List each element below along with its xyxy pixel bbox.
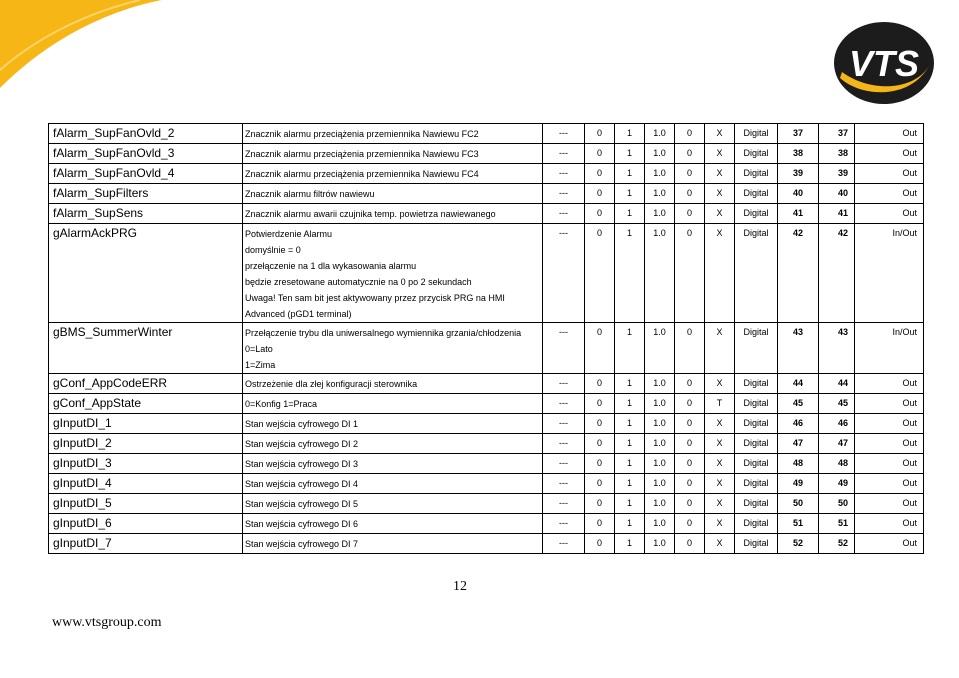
access-cell: X xyxy=(705,534,735,554)
variable-name-cell: gInputDI_1 xyxy=(49,414,243,434)
index-cell: 51 xyxy=(778,514,819,534)
variable-name-cell: fAlarm_SupFanOvld_3 xyxy=(49,144,243,164)
table-row xyxy=(49,414,924,434)
access-cell: X xyxy=(705,454,735,474)
description-cell xyxy=(243,224,543,323)
description-cell xyxy=(243,454,543,474)
variable-name-cell: gConf_AppCodeERR xyxy=(49,374,243,394)
address-cell: 40 xyxy=(819,184,855,204)
access-cell: X xyxy=(705,514,735,534)
description-line: Stan wejścia cyfrowego DI 3 xyxy=(245,459,359,469)
default-cell: 1.0 xyxy=(645,494,675,514)
min-cell: 0 xyxy=(585,224,615,323)
index-cell: 38 xyxy=(778,144,819,164)
table-row xyxy=(49,124,924,144)
default-cell: 1.0 xyxy=(645,434,675,454)
table-row xyxy=(49,514,924,534)
max-cell: 1 xyxy=(615,323,645,374)
unit-cell: --- xyxy=(543,164,585,184)
unit-cell: --- xyxy=(543,224,585,323)
min-cell: 0 xyxy=(585,454,615,474)
page-number: 12 xyxy=(453,579,467,594)
description-line: 0=Lato xyxy=(245,344,273,354)
decimals-cell: 0 xyxy=(675,374,705,394)
direction-cell: Out xyxy=(855,394,924,414)
description-line: Advanced (pGD1 terminal) xyxy=(245,309,352,319)
type-cell: Digital xyxy=(735,323,778,374)
variable-name-cell: fAlarm_SupFanOvld_2 xyxy=(49,124,243,144)
direction-cell: Out xyxy=(855,454,924,474)
variable-name-cell: gInputDI_7 xyxy=(49,534,243,554)
direction-cell: In/Out xyxy=(855,323,924,374)
description-line: Stan wejścia cyfrowego DI 6 xyxy=(245,519,359,529)
type-cell: Digital xyxy=(735,514,778,534)
description-line: Potwierdzenie Alarmu xyxy=(245,229,333,239)
access-cell: X xyxy=(705,204,735,224)
direction-cell: Out xyxy=(855,534,924,554)
description-line: Stan wejścia cyfrowego DI 5 xyxy=(245,499,359,509)
type-cell: Digital xyxy=(735,394,778,414)
decimals-cell: 0 xyxy=(675,144,705,164)
address-cell: 42 xyxy=(819,224,855,323)
index-cell: 37 xyxy=(778,124,819,144)
min-cell: 0 xyxy=(585,514,615,534)
description-cell xyxy=(243,374,543,394)
parameter-table xyxy=(48,123,924,554)
description-line: Stan wejścia cyfrowego DI 7 xyxy=(245,539,359,549)
address-cell: 47 xyxy=(819,434,855,454)
table-row xyxy=(49,534,924,554)
description-cell xyxy=(243,414,543,434)
access-cell: X xyxy=(705,124,735,144)
description-line: Uwaga! Ten sam bit jest aktywowany przez przycisk PRG na HMI xyxy=(245,293,505,303)
index-cell: 42 xyxy=(778,224,819,323)
max-cell: 1 xyxy=(615,224,645,323)
description-cell xyxy=(243,164,543,184)
variable-name-cell: gInputDI_3 xyxy=(49,454,243,474)
index-cell: 47 xyxy=(778,434,819,454)
max-cell: 1 xyxy=(615,494,645,514)
decimals-cell: 0 xyxy=(675,514,705,534)
index-cell: 48 xyxy=(778,454,819,474)
description-line: Stan wejścia cyfrowego DI 4 xyxy=(245,479,359,489)
min-cell: 0 xyxy=(585,494,615,514)
type-cell: Digital xyxy=(735,534,778,554)
max-cell: 1 xyxy=(615,164,645,184)
min-cell: 0 xyxy=(585,184,615,204)
min-cell: 0 xyxy=(585,374,615,394)
decimals-cell: 0 xyxy=(675,164,705,184)
address-cell: 45 xyxy=(819,394,855,414)
unit-cell: --- xyxy=(543,514,585,534)
address-cell: 50 xyxy=(819,494,855,514)
index-cell: 44 xyxy=(778,374,819,394)
default-cell: 1.0 xyxy=(645,224,675,323)
direction-cell: Out xyxy=(855,164,924,184)
address-cell: 39 xyxy=(819,164,855,184)
access-cell: X xyxy=(705,474,735,494)
access-cell: X xyxy=(705,494,735,514)
unit-cell: --- xyxy=(543,534,585,554)
unit-cell: --- xyxy=(543,494,585,514)
min-cell: 0 xyxy=(585,204,615,224)
index-cell: 46 xyxy=(778,414,819,434)
default-cell: 1.0 xyxy=(645,204,675,224)
default-cell: 1.0 xyxy=(645,124,675,144)
variable-name-cell: fAlarm_SupFilters xyxy=(49,184,243,204)
variable-name-cell: gInputDI_5 xyxy=(49,494,243,514)
unit-cell: --- xyxy=(543,374,585,394)
access-cell: T xyxy=(705,394,735,414)
max-cell: 1 xyxy=(615,434,645,454)
address-cell: 51 xyxy=(819,514,855,534)
table-row xyxy=(49,204,924,224)
index-cell: 40 xyxy=(778,184,819,204)
direction-cell: Out xyxy=(855,434,924,454)
address-cell: 46 xyxy=(819,414,855,434)
decimals-cell: 0 xyxy=(675,184,705,204)
index-cell: 50 xyxy=(778,494,819,514)
description-cell xyxy=(243,514,543,534)
type-cell: Digital xyxy=(735,224,778,323)
description-line: Stan wejścia cyfrowego DI 1 xyxy=(245,419,359,429)
table-row xyxy=(49,434,924,454)
vts-logo xyxy=(832,20,936,106)
access-cell: X xyxy=(705,224,735,323)
index-cell: 43 xyxy=(778,323,819,374)
unit-cell: --- xyxy=(543,394,585,414)
type-cell: Digital xyxy=(735,144,778,164)
decimals-cell: 0 xyxy=(675,323,705,374)
variable-name-cell: gInputDI_2 xyxy=(49,434,243,454)
corner-decoration xyxy=(0,0,180,95)
default-cell: 1.0 xyxy=(645,144,675,164)
min-cell: 0 xyxy=(585,394,615,414)
type-cell: Digital xyxy=(735,414,778,434)
address-cell: 41 xyxy=(819,204,855,224)
description-cell xyxy=(243,144,543,164)
unit-cell: --- xyxy=(543,144,585,164)
decimals-cell: 0 xyxy=(675,474,705,494)
description-cell xyxy=(243,184,543,204)
table-row xyxy=(49,474,924,494)
unit-cell: --- xyxy=(543,414,585,434)
decimals-cell: 0 xyxy=(675,224,705,323)
decimals-cell: 0 xyxy=(675,394,705,414)
access-cell: X xyxy=(705,184,735,204)
index-cell: 41 xyxy=(778,204,819,224)
max-cell: 1 xyxy=(615,394,645,414)
type-cell: Digital xyxy=(735,494,778,514)
description-cell xyxy=(243,434,543,454)
address-cell: 38 xyxy=(819,144,855,164)
direction-cell: Out xyxy=(855,414,924,434)
table-row xyxy=(49,323,924,374)
default-cell: 1.0 xyxy=(645,454,675,474)
access-cell: X xyxy=(705,144,735,164)
address-cell: 52 xyxy=(819,534,855,554)
description-cell xyxy=(243,204,543,224)
decimals-cell: 0 xyxy=(675,414,705,434)
type-cell: Digital xyxy=(735,204,778,224)
type-cell: Digital xyxy=(735,434,778,454)
type-cell: Digital xyxy=(735,454,778,474)
variable-name-cell: gBMS_SummerWinter xyxy=(49,323,243,374)
description-cell xyxy=(243,534,543,554)
variable-name-cell: gConf_AppState xyxy=(49,394,243,414)
default-cell: 1.0 xyxy=(645,184,675,204)
default-cell: 1.0 xyxy=(645,394,675,414)
decimals-cell: 0 xyxy=(675,494,705,514)
access-cell: X xyxy=(705,164,735,184)
description-cell xyxy=(243,124,543,144)
address-cell: 48 xyxy=(819,454,855,474)
type-cell: Digital xyxy=(735,124,778,144)
max-cell: 1 xyxy=(615,414,645,434)
description-line: Stan wejścia cyfrowego DI 2 xyxy=(245,439,359,449)
address-cell: 44 xyxy=(819,374,855,394)
table-row xyxy=(49,454,924,474)
description-line: Znacznik alarmu przeciążenia przemiennika Nawiewu FC3 xyxy=(245,149,479,159)
type-cell: Digital xyxy=(735,164,778,184)
max-cell: 1 xyxy=(615,124,645,144)
unit-cell: --- xyxy=(543,204,585,224)
max-cell: 1 xyxy=(615,374,645,394)
variable-name-cell: fAlarm_SupSens xyxy=(49,204,243,224)
access-cell: X xyxy=(705,374,735,394)
access-cell: X xyxy=(705,323,735,374)
default-cell: 1.0 xyxy=(645,534,675,554)
min-cell: 0 xyxy=(585,474,615,494)
unit-cell: --- xyxy=(543,454,585,474)
direction-cell: Out xyxy=(855,374,924,394)
table-row xyxy=(49,144,924,164)
min-cell: 0 xyxy=(585,164,615,184)
address-cell: 43 xyxy=(819,323,855,374)
table-row xyxy=(49,394,924,414)
decimals-cell: 0 xyxy=(675,534,705,554)
logo-text: VTS xyxy=(848,43,920,84)
description-line: będzie zresetowane automatycznie na 0 po 2 sekundach xyxy=(245,277,472,287)
description-cell xyxy=(243,394,543,414)
type-cell: Digital xyxy=(735,374,778,394)
direction-cell: Out xyxy=(855,474,924,494)
description-line: Przełączenie trybu dla uniwersalnego wymiennika grzania/chłodzenia xyxy=(245,328,522,338)
default-cell: 1.0 xyxy=(645,514,675,534)
direction-cell: Out xyxy=(855,514,924,534)
decimals-cell: 0 xyxy=(675,124,705,144)
min-cell: 0 xyxy=(585,124,615,144)
description-line: domyślnie = 0 xyxy=(245,245,301,255)
access-cell: X xyxy=(705,434,735,454)
type-cell: Digital xyxy=(735,474,778,494)
direction-cell: In/Out xyxy=(855,224,924,323)
direction-cell: Out xyxy=(855,144,924,164)
direction-cell: Out xyxy=(855,204,924,224)
description-line: Ostrzeżenie dla złej konfiguracji sterownika xyxy=(245,379,418,389)
decimals-cell: 0 xyxy=(675,454,705,474)
description-line: przełączenie na 1 dla wykasowania alarmu xyxy=(245,261,417,271)
max-cell: 1 xyxy=(615,514,645,534)
description-line: Znacznik alarmu filtrów nawiewu xyxy=(245,189,375,199)
variable-name-cell: gAlarmAckPRG xyxy=(49,224,243,323)
default-cell: 1.0 xyxy=(645,474,675,494)
min-cell: 0 xyxy=(585,434,615,454)
min-cell: 0 xyxy=(585,534,615,554)
unit-cell: --- xyxy=(543,323,585,374)
index-cell: 49 xyxy=(778,474,819,494)
description-line: 1=Zima xyxy=(245,360,276,370)
description-cell xyxy=(243,474,543,494)
default-cell: 1.0 xyxy=(645,164,675,184)
max-cell: 1 xyxy=(615,474,645,494)
decimals-cell: 0 xyxy=(675,204,705,224)
description-line: Znacznik alarmu przeciążenia przemiennika Nawiewu FC4 xyxy=(245,169,479,179)
max-cell: 1 xyxy=(615,184,645,204)
table-row xyxy=(49,184,924,204)
variable-name-cell: fAlarm_SupFanOvld_4 xyxy=(49,164,243,184)
table-row xyxy=(49,494,924,514)
min-cell: 0 xyxy=(585,414,615,434)
unit-cell: --- xyxy=(543,434,585,454)
table-row xyxy=(49,374,924,394)
direction-cell: Out xyxy=(855,184,924,204)
description-line: Znacznik alarmu przeciążenia przemiennika Nawiewu FC2 xyxy=(245,129,479,139)
address-cell: 37 xyxy=(819,124,855,144)
max-cell: 1 xyxy=(615,534,645,554)
unit-cell: --- xyxy=(543,184,585,204)
decimals-cell: 0 xyxy=(675,434,705,454)
index-cell: 45 xyxy=(778,394,819,414)
type-cell: Digital xyxy=(735,184,778,204)
min-cell: 0 xyxy=(585,144,615,164)
max-cell: 1 xyxy=(615,204,645,224)
index-cell: 52 xyxy=(778,534,819,554)
table-row xyxy=(49,224,924,323)
max-cell: 1 xyxy=(615,144,645,164)
variable-name-cell: gInputDI_4 xyxy=(49,474,243,494)
address-cell: 49 xyxy=(819,474,855,494)
access-cell: X xyxy=(705,414,735,434)
index-cell: 39 xyxy=(778,164,819,184)
unit-cell: --- xyxy=(543,474,585,494)
default-cell: 1.0 xyxy=(645,414,675,434)
description-line: Znacznik alarmu awarii czujnika temp. powietrza nawiewanego xyxy=(245,209,496,219)
variable-name-cell: gInputDI_6 xyxy=(49,514,243,534)
description-line: 0=Konfig 1=Praca xyxy=(245,399,318,409)
direction-cell: Out xyxy=(855,494,924,514)
description-cell xyxy=(243,494,543,514)
unit-cell: --- xyxy=(543,124,585,144)
max-cell: 1 xyxy=(615,454,645,474)
table-row xyxy=(49,164,924,184)
footer-url: www.vtsgroup.com xyxy=(52,615,162,630)
description-cell xyxy=(243,323,543,374)
direction-cell: Out xyxy=(855,124,924,144)
default-cell: 1.0 xyxy=(645,323,675,374)
default-cell: 1.0 xyxy=(645,374,675,394)
min-cell: 0 xyxy=(585,323,615,374)
